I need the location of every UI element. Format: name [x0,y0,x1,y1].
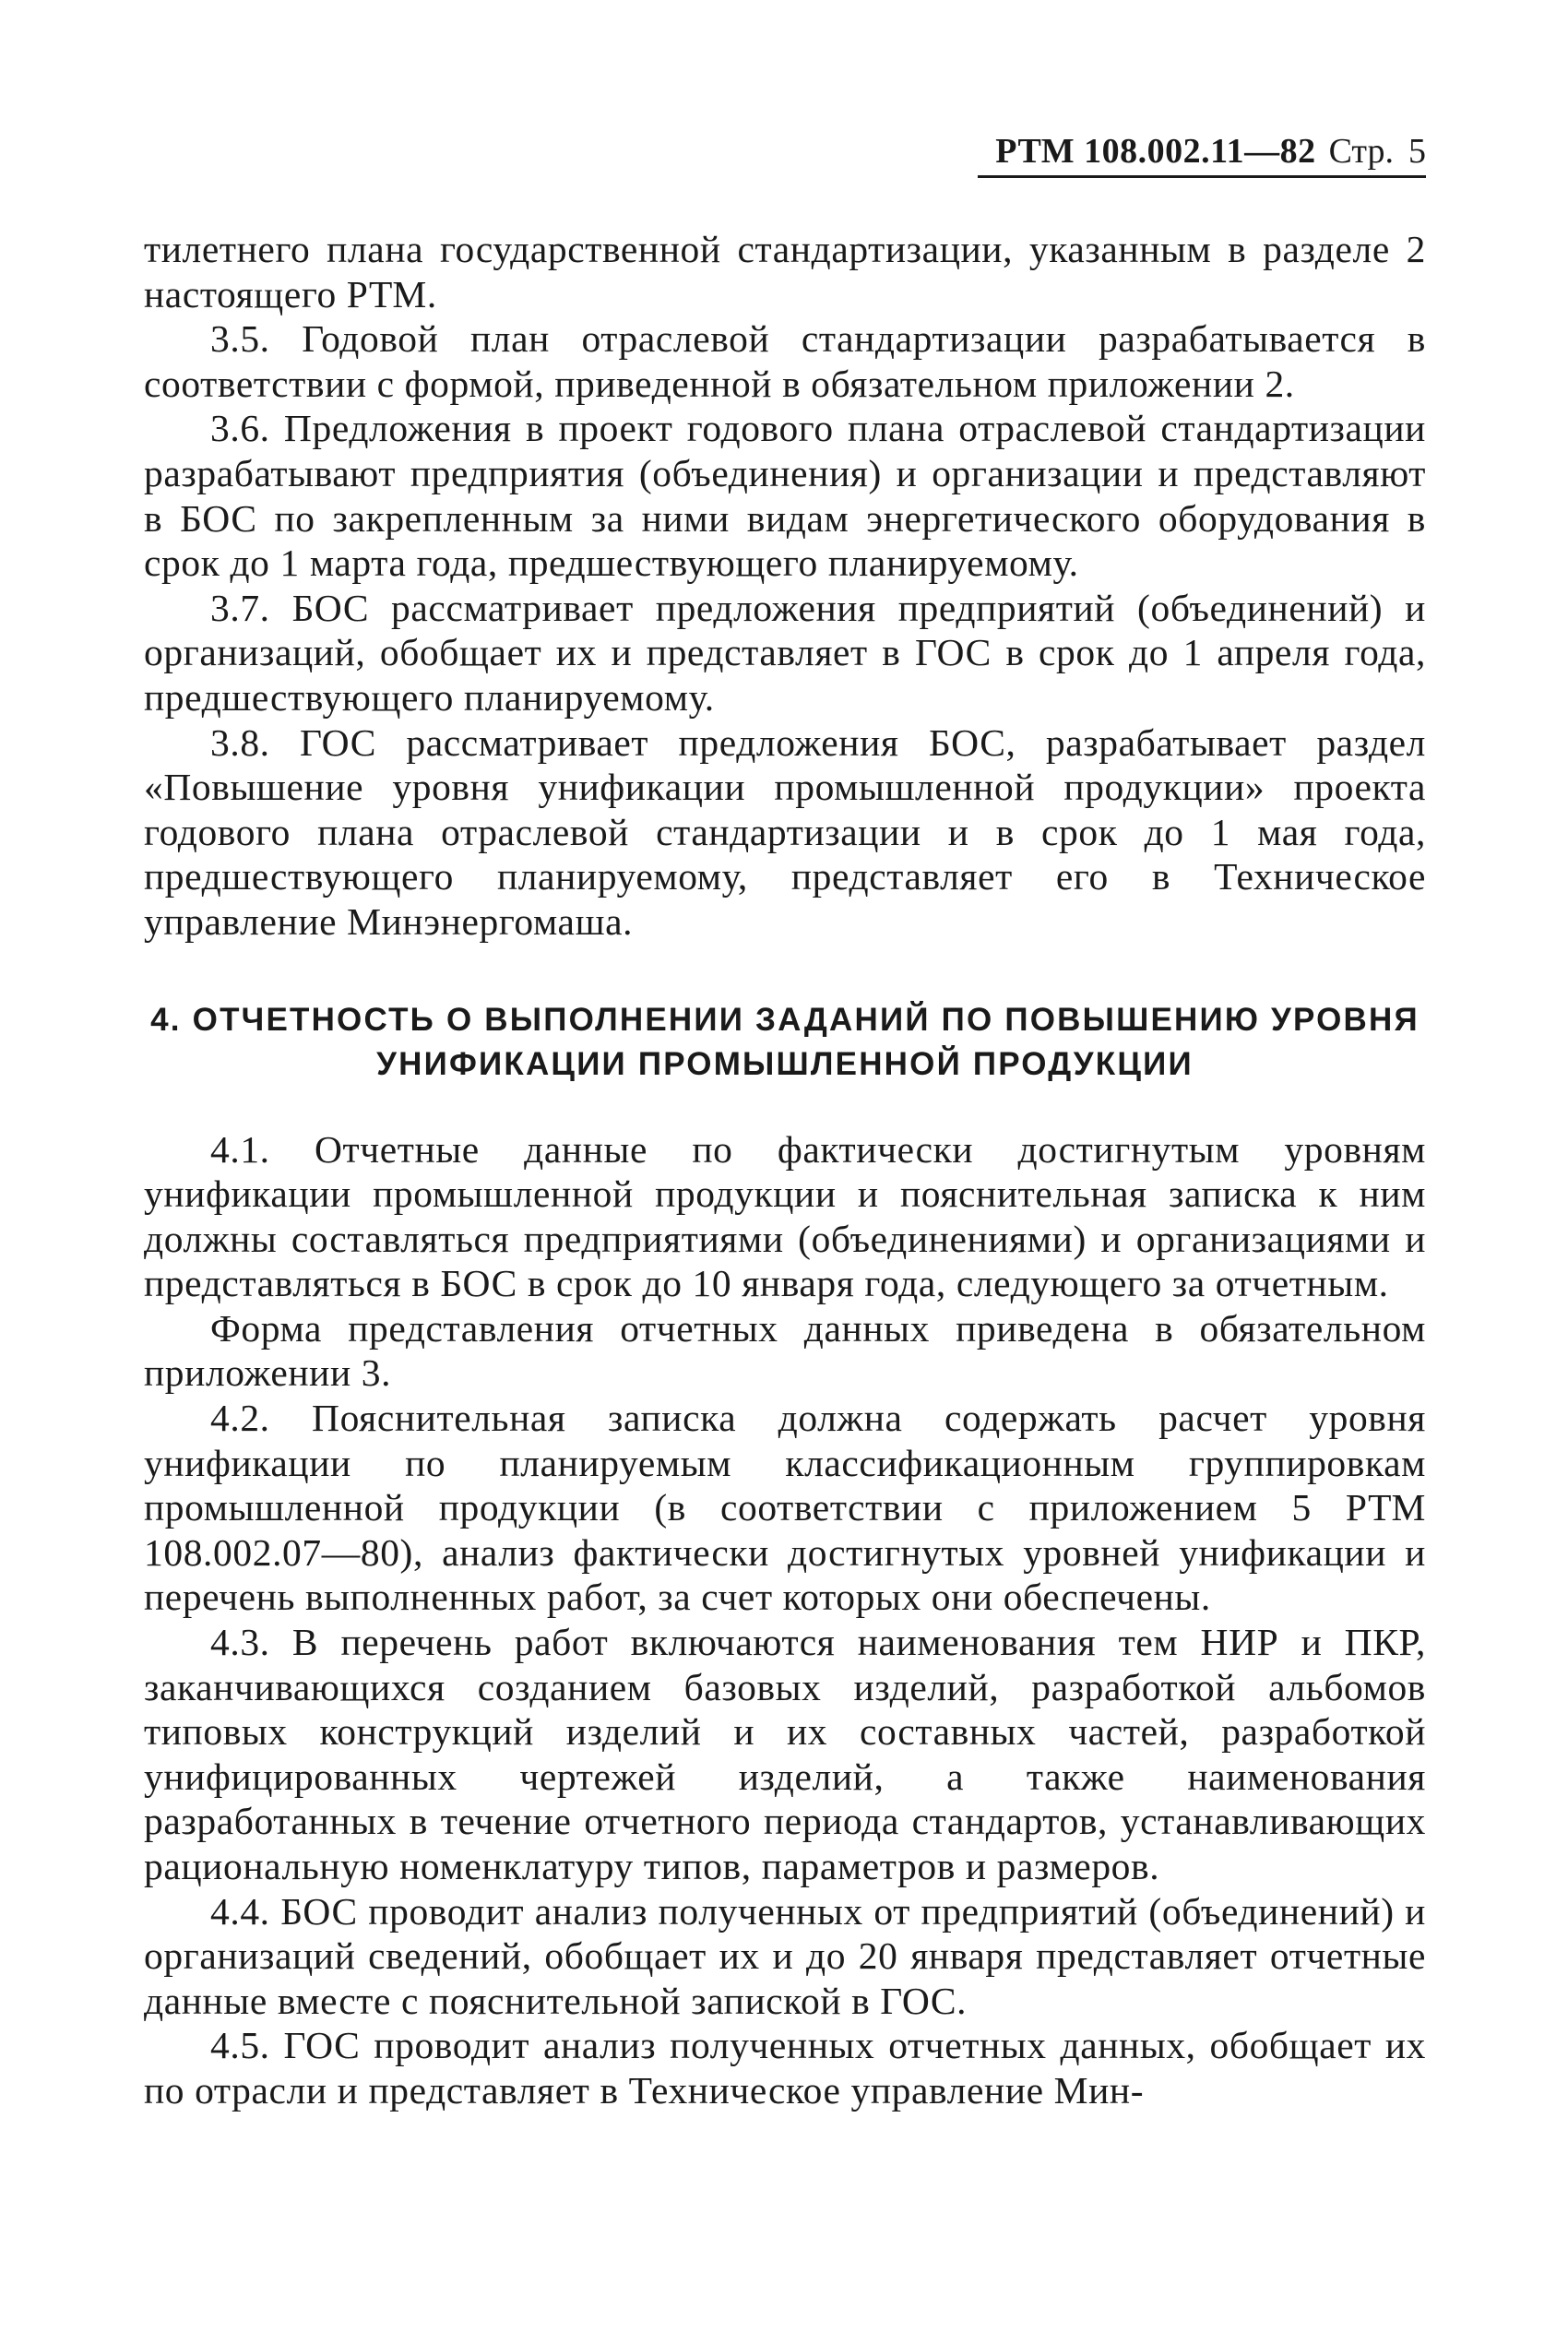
section-4-heading: 4. ОТЧЕТНОСТЬ О ВЫПОЛНЕНИИ ЗАДАНИЙ ПО ПОВЫШЕНИЮ УРОВНЯ УНИФИКАЦИИ ПРОМЫШЛЕННОЙ ПРОДУКЦИИ [150,1001,1420,1082]
paragraph-3-7: 3.7. БОС рассматривает предложения предприятий (объединений) и организаций, обобщает их и представляет в ГОС в срок до 1 апреля года, предшествующего планируемому. [144,586,1426,719]
running-header [978,127,1426,178]
paragraph-4-5: 4.5. ГОС проводит анализ полученных отчетных данных, обобщает их по отрасли и представляет в Техническое управление Мин- [144,2024,1426,2112]
document-code: РТМ 108.002.11—82 [995,132,1316,171]
spacer [144,945,1426,998]
paragraph-3-8: 3.8. ГОС рассматривает предложения БОС, разрабатывает раздел «Повышение уровня унификации промышленной продукции» проекта годового плана отраслевой стандартизации и в срок до 1 мая года, предшествующего планируемому, представляет его в Техническое управление Минэнергомаша. [144,720,1426,943]
paragraph-3-5: 3.5. Годовой план отраслевой стандартизации разрабатывается в соответствии с формой, приведенной в обязательном приложении 2. [144,317,1426,405]
page-body [144,227,1426,2113]
paragraph-4-3: 4.3. В перечень работ включаются наименования тем НИР и ПКР, заканчивающихся созданием базовых изделий, разработкой альбомов типовых конструкций изделий и их составных частей, разработкой унифицированных чертежей изделий, а также наименования разработанных в течение отчетного периода стандартов, устанавливающих рациональную номенклатуру типов, параметров и размеров. [144,1621,1426,1887]
paragraph-4-1: 4.1. Отчетные данные по фактически достигнутым уровням унификации промышленной продукции и пояснительная записка к ним должны составляться предприятиями (объединениями) и организациями и представляться в БОС в срок до 10 января года, следующего за отчетным. [144,1127,1426,1305]
spacer [144,1087,1426,1127]
paragraph-3-4-continuation: тилетнего плана государственной стандартизации, указанным в разделе 2 настоящего РТМ. [144,228,1426,315]
paragraph-4-2: 4.2. Пояснительная записка должна содержать расчет уровня унификации по планируемым классификационным группировкам промышленной продукции (в соответствии с приложением 5 РТМ 108.002.07—80), анализ фактически достигнутых уровней унификации и перечень выполненных работ, за счет которых они обеспечены. [144,1397,1426,1619]
page-number: 5 [1408,132,1426,171]
paragraph-4-1-form: Форма представления отчетных данных приведена в обязательном приложении 3. [144,1306,1426,1395]
paragraph-3-6: 3.6. Предложения в проект годового плана отраслевой стандартизации разрабатывают предприятия (объединения) и организации и представляют в БОС по закрепленным за ними видам энергетического оборудования в срок до 1 марта года, предшествующего планируемому. [144,407,1426,585]
paragraph-4-4: 4.4. БОС проводит анализ полученных от предприятий (объединений) и организаций сведений, обобщает их и до 20 января представляет отчетные данные вместе с пояснительной запиской в ГОС. [144,1889,1426,2022]
page-label: Стр. [1328,132,1394,171]
